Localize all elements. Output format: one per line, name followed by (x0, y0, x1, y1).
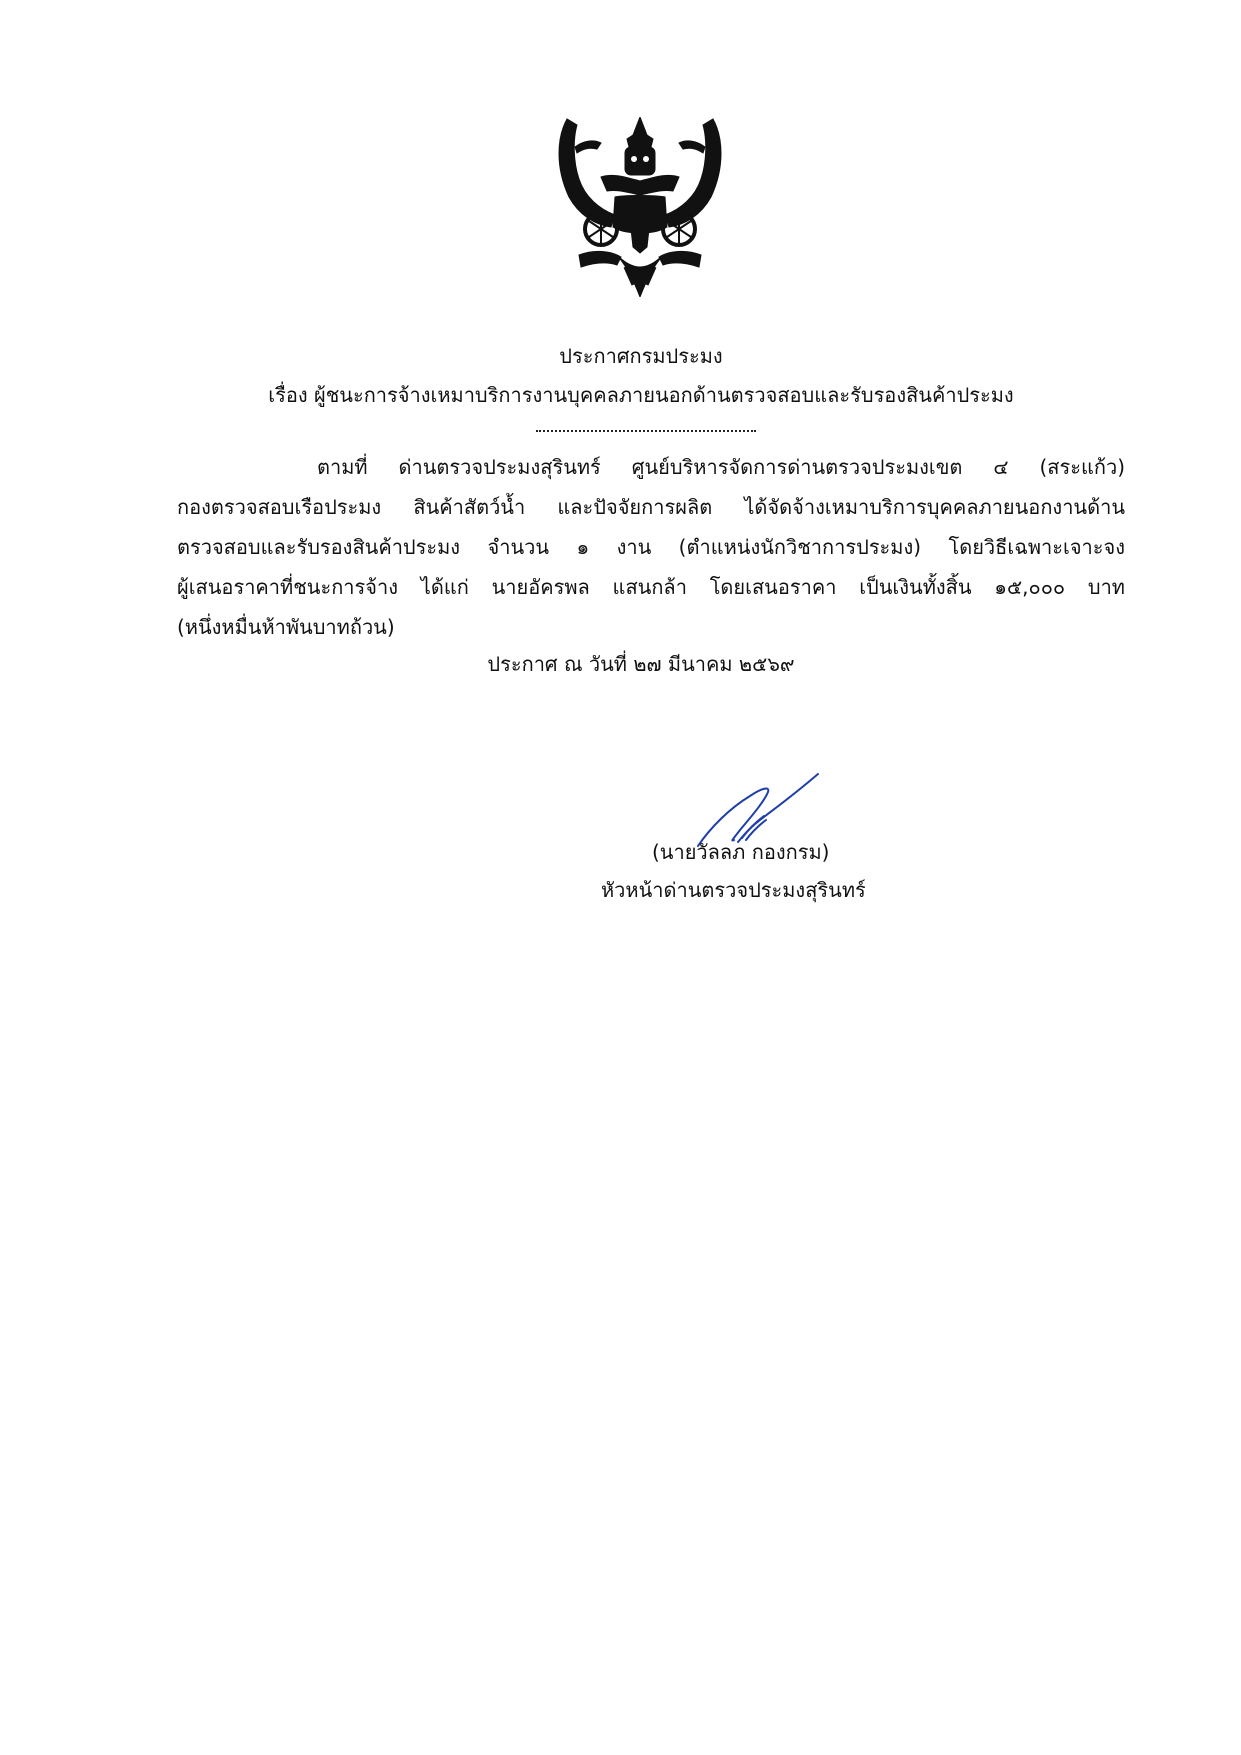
body-line-4: ผู้เสนอราคาที่ชนะการจ้าง ได้แก่ นายอัครพล แสนกล้า โดยเสนอราคา เป็นเงินทั้งสิ้น ๑๕,๐๐๐ บาท (177, 575, 1125, 599)
dotted-separator (536, 430, 756, 433)
signatory-name: (นายวัลลภ กองกรม) (652, 840, 830, 864)
announcement-body (177, 447, 1125, 647)
garuda-emblem-icon (555, 117, 725, 297)
handwritten-signature-icon (690, 768, 820, 848)
announcement-subject: เรื่อง ผู้ชนะการจ้างเหมาบริการงานบุคคลภายนอกด้านตรวจสอบและรับรองสินค้าประมง (268, 383, 1014, 407)
announcement-date: ประกาศ ณ วันที่ ๒๗ มีนาคม ๒๕๖๙ (487, 652, 795, 676)
body-line-5: (หนึ่งหมื่นห้าพันบาทถ้วน) (177, 615, 395, 639)
signatory-position: หัวหน้าด่านตรวจประมงสุรินทร์ (601, 878, 866, 902)
announcement-title: ประกาศกรมประมง (559, 344, 723, 368)
body-line-3: ตรวจสอบและรับรองสินค้าประมง จำนวน ๑ งาน (ตำแหน่งนักวิชาการประมง) โดยวิธีเฉพาะเจาะจง (177, 535, 1125, 559)
body-line-2: กองตรวจสอบเรือประมง สินค้าสัตว์น้ำ และปัจจัยการผลิต ได้จัดจ้างเหมาบริการบุคคลภายนอกงานด้าน (177, 495, 1125, 519)
body-line-1: ตามที่ ด่านตรวจประมงสุรินทร์ ศูนย์บริหารจัดการด่านตรวจประมงเขต ๔ (สระแก้ว) (317, 455, 1125, 479)
